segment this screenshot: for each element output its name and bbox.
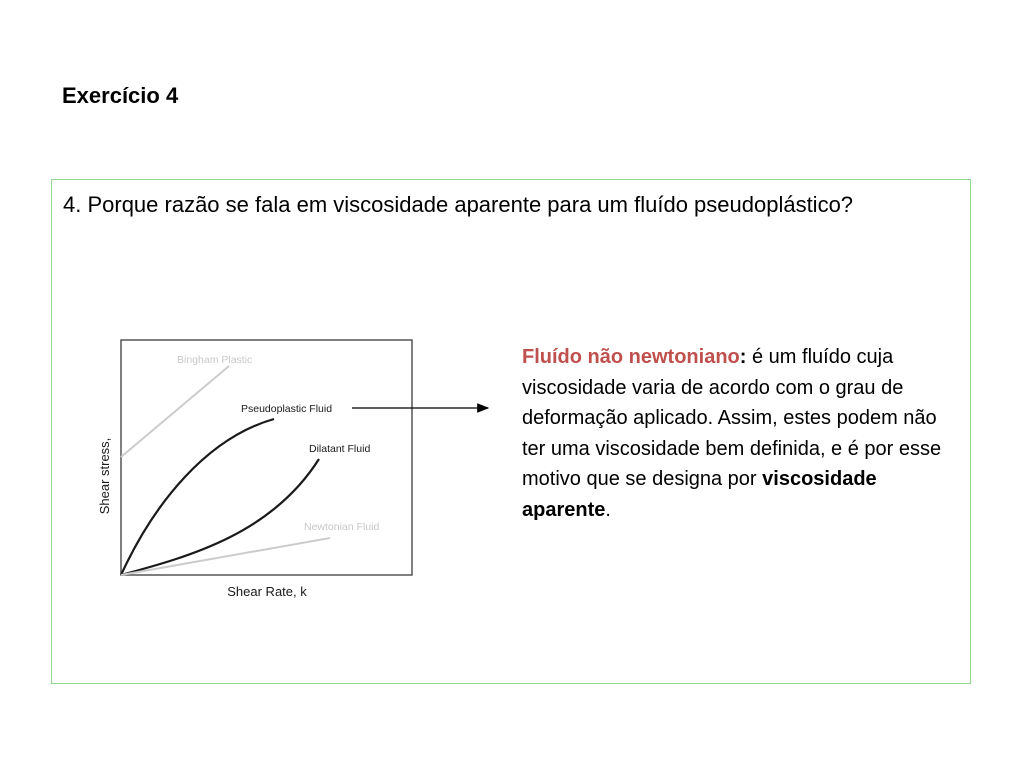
slide-title: Exercício 4	[62, 83, 179, 108]
dilatant-label: Dilatant Fluid	[309, 443, 371, 455]
rheology-diagram	[92, 328, 552, 618]
x-axis-label: Shear Rate, k	[227, 584, 307, 599]
pseudoplastic-label: Pseudoplastic Fluid	[241, 403, 333, 415]
newtonian-curve	[121, 538, 330, 575]
plot-frame	[121, 340, 412, 575]
bingham-label: Bingham Plastic	[177, 354, 253, 366]
explanation-text	[522, 342, 962, 525]
question-text: 4. Porque razão se fala em viscosidade aparente para um fluído pseudoplástico?	[63, 192, 854, 217]
explanation-body: é um fluído cuja viscosidade varia de acordo com o grau de deformação aplicado. Assim, estes podem não ter uma viscosidade bem definida, e é por esse motivo que se designa por	[522, 346, 942, 490]
explanation-colon: :	[739, 346, 747, 368]
explanation-end: .	[605, 498, 611, 521]
explanation-term: Fluído não newtoniano	[522, 346, 740, 368]
explanation-emphasis: viscosidade aparente	[522, 468, 877, 521]
bingham-curve	[121, 366, 229, 457]
y-axis-label: Shear stress,	[97, 437, 112, 515]
content-box	[51, 179, 971, 684]
newtonian-label: Newtonian Fluid	[304, 521, 380, 533]
